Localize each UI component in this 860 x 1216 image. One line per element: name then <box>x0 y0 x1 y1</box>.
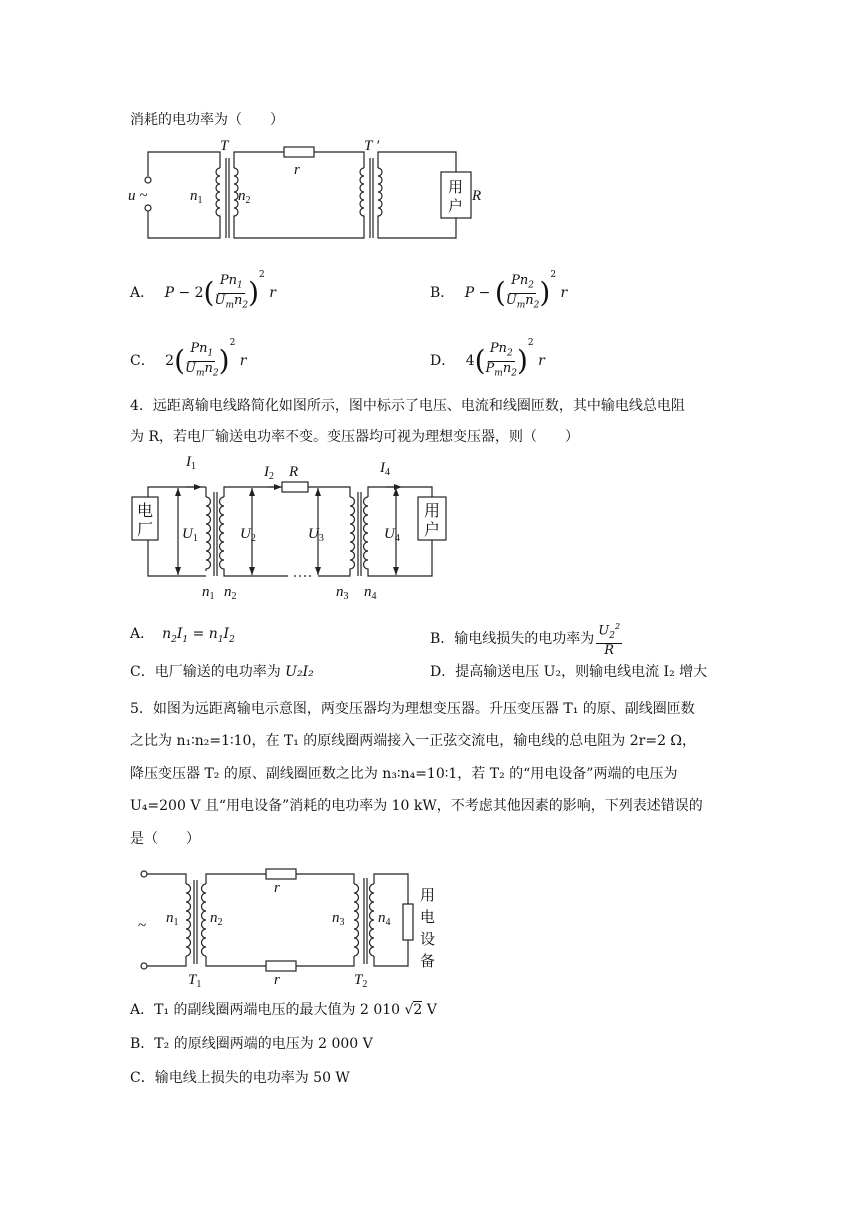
q5-label-r-bottom: r <box>274 972 280 988</box>
q5-option-c[interactable]: C．输电线上损失的电功率为 50 W <box>130 1070 350 1086</box>
q4-stem-line1: 4．远距离输电线路简化如图所示，图中标示了电压、电流和线圈匝数，其中输电线总电阻 <box>130 398 685 414</box>
q4-label-n4: $n_4$ <box>364 584 377 602</box>
sqrt-symbol: √2 <box>404 1002 423 1018</box>
q4-circuit-diagram <box>128 452 468 606</box>
q4-plant-char2: 厂 <box>137 522 154 539</box>
q3-label-n1: $n_1$ <box>190 188 203 206</box>
q4-option-b[interactable]: B．输电线损失的电功率为 $\frac{U_2^2}{R}$ <box>430 622 621 658</box>
q5-label-n4: $n_4$ <box>378 910 391 928</box>
q5-label-tilde: ~ <box>138 918 147 934</box>
q5-label-n1: $n_1$ <box>166 910 179 928</box>
q4-label-I4: $I_4$ <box>380 460 390 478</box>
q4-label-n2: $n_2$ <box>224 584 237 602</box>
q5-stem-line1: 5．如图为远距离输电示意图，两变压器均为理想变压器。升压变压器 T₁ 的原、副线圈匝数 <box>130 701 695 717</box>
q4-label-U1: $U_1$ <box>182 526 198 544</box>
q4-stem-line2: 为 R，若电厂输送电功率不变。变压器均可视为理想变压器，则（ ） <box>130 429 579 445</box>
q3-label-r: r <box>294 162 300 178</box>
q5-device-char4: 备 <box>420 954 436 970</box>
q3-label-u: u ~ <box>128 188 148 204</box>
q5-device-char1: 用 <box>420 888 436 904</box>
q3-option-b[interactable]: B． P − ( $\frac{Pn_2}{U_mn_2}$ )$^2$ r <box>430 270 568 311</box>
q3-label-T: T <box>220 138 229 154</box>
q5-circuit-diagram <box>128 860 458 990</box>
q5-label-T2: $T_2$ <box>354 972 368 990</box>
q3-stem-tail: 消耗的电功率为（ ） <box>130 112 284 128</box>
q4-option-d[interactable]: D．提高输送电压 U₂，则输电线电流 I₂ 增大 <box>430 664 708 680</box>
q5-device-char3: 设 <box>420 932 436 948</box>
q5-option-a[interactable]: A．T₁ 的副线圈两端电压的最大值为 2 010 √2 V <box>130 1002 437 1018</box>
q4-label-U2: $U_2$ <box>240 526 256 544</box>
q4-option-a[interactable]: A． $n_2I_1 = n_1I_2$ <box>130 626 235 645</box>
q5-label-T1: $T_1$ <box>188 972 202 990</box>
q5-label-n2: $n_2$ <box>210 910 223 928</box>
q4-label-U3: $U_3$ <box>308 526 324 544</box>
q4-label-U4: $U_4$ <box>384 526 400 544</box>
q4-label-n1: $n_1$ <box>202 584 215 602</box>
q3-option-a[interactable]: A． P − 2( $\frac{Pn_1}{U_mn_2}$ )$^2$ r <box>130 270 276 311</box>
q5-stem-line5: 是（ ） <box>130 831 200 847</box>
q3-label-Tprime: T ′ <box>364 138 380 154</box>
q3-option-d[interactable]: D． 4( $\frac{Pn_2}{P_mn_2}$ )$^2$ r <box>430 338 545 379</box>
q4-option-c[interactable]: C．电厂输送的电功率为 U₂I₂ <box>130 664 314 680</box>
q4-user-char1: 用 <box>424 503 441 520</box>
q4-label-R: R <box>289 464 299 480</box>
q5-stem-line3: 降压变压器 T₂ 的原、副线圈匝数之比为 n₃∶n₄=10∶1，若 T₂ 的“用电设备”两端的电压为 <box>130 766 678 782</box>
q4-label-I1: $I_1$ <box>186 454 196 472</box>
q5-stem-line2: 之比为 n₁∶n₂=1∶10，在 T₁ 的原线圈两端接入一正弦交流电，输电线的总电阻为 2r=2 Ω， <box>130 733 697 749</box>
q5-label-r-top: r <box>274 880 280 896</box>
q5-label-n3: $n_3$ <box>332 910 345 928</box>
q3-user-char1: 用 <box>448 180 464 196</box>
q3-circuit-diagram <box>128 138 488 248</box>
q3-user-char2: 户 <box>448 199 464 215</box>
q3-option-c[interactable]: C． 2( $\frac{Pn_1}{U_mn_2}$ )$^2$ r <box>130 338 247 379</box>
q5-stem-line4: U₄=200 V 且“用电设备”消耗的电功率为 10 kW，不考虑其他因素的影响，下列表述错误的 <box>130 798 703 814</box>
q3-label-n2: $n_2$ <box>238 188 251 206</box>
q4-user-char2: 户 <box>424 522 441 539</box>
q5-option-b[interactable]: B．T₂ 的原线圈两端的电压为 2 000 V <box>130 1036 373 1052</box>
q4-label-n3: $n_3$ <box>336 584 349 602</box>
q5-device-char2: 电 <box>420 910 436 926</box>
q4-plant-char1: 电 <box>137 503 154 520</box>
q4-label-I2: $I_2$ <box>264 464 274 482</box>
q3-label-R: R <box>472 188 482 204</box>
